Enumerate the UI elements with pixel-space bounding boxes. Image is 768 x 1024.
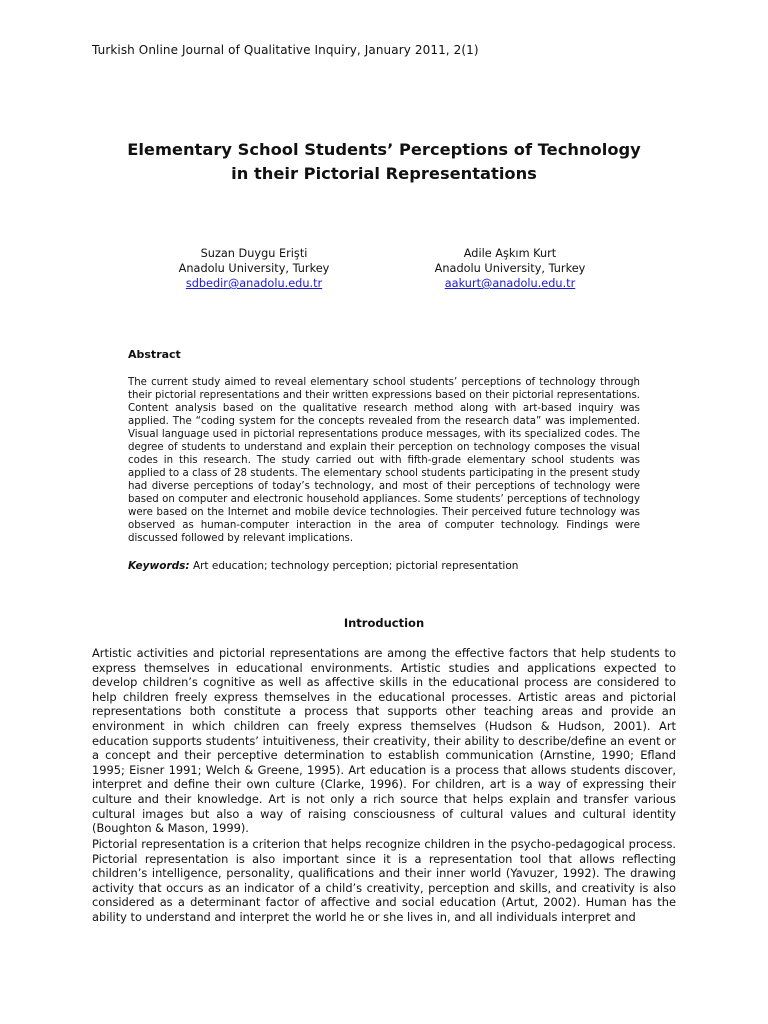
title-line-1: Elementary School Students’ Perceptions of Technology bbox=[127, 140, 641, 159]
author-block-1 bbox=[134, 246, 374, 291]
running-head: Turkish Online Journal of Qualitative Inquiry, January 2011, 2(1) bbox=[92, 43, 479, 57]
author-affiliation: Anadolu University, Turkey bbox=[178, 262, 330, 275]
author-block-2 bbox=[390, 246, 630, 291]
intro-paragraph-1: Artistic activities and pictorial representations are among the effective factors that help students to express themselves in educational environments. Artistic studies and applications expected to develop children’s cognitive as well as affective skills in the educational process are considered to help children freely express themselves in the educational processes. Artistic areas and pictorial representations both constitute a process that supports other teaching areas and provide an environment in which children can freely express themselves (Hudson & Hudson, 2001). Art education supports students’ intuitiveness, their creativity, their ability to describe/define an event or a concept and their perceptive determination to establish communication (Arnstine, 1990; Efland 1995; Eisner 1991; Welch & Greene, 1995). Art education is a process that allows students discover, interpret and define their own culture (Clarke, 1996). For children, art is a way of expressing their culture and their knowledge. Art is not only a rich source that helps explain and transfer various cultural images but also a way of raising consciousness of cultural values and cultural identity (Boughton & Mason, 1999). bbox=[92, 646, 676, 836]
title-line-2: in their Pictorial Representations bbox=[231, 164, 537, 183]
author-name: Suzan Duygu Erişti bbox=[200, 247, 308, 260]
keywords-line bbox=[128, 560, 518, 572]
section-heading-introduction: Introduction bbox=[343, 616, 425, 630]
author-email-link[interactable]: aakurt@anadolu.edu.tr bbox=[444, 277, 576, 290]
author-name: Adile Aşkım Kurt bbox=[463, 247, 557, 260]
paper-title bbox=[92, 138, 676, 186]
keywords-text: Art education; technology perception; pictorial representation bbox=[192, 560, 519, 572]
keywords-label: Keywords: bbox=[128, 560, 190, 572]
abstract-heading: Abstract bbox=[128, 348, 181, 361]
abstract-body: The current study aimed to reveal elementary school students’ perceptions of technology through their pictorial representations and their written expressions based on their pictorial representations. Content analysis based on the qualitative research method along with art-based inquiry was applied. The “coding system for the concepts revealed from the research data” was implemented. Visual language used in pictorial representations produce messages, with its specialized codes. The degree of students to understand and explain their perception on technology composes the visual codes in this research. The study carried out with fifth-grade elementary school students was applied to a class of 28 students. The elementary school students participating in the present study had diverse perceptions of today’s technology, and most of their perceptions of technology were based on computer and electronic household appliances. Some students’ perceptions of technology were based on the Internet and mobile device technologies. Their perceived future technology was observed as human-computer interaction in the area of computer technology. Findings were discussed followed by relevant implications. bbox=[128, 377, 640, 544]
author-email-link[interactable]: sdbedir@anadolu.edu.tr bbox=[185, 277, 323, 290]
intro-paragraph-2: Pictorial representation is a criterion that helps recognize children in the psycho-pedagogical process. Pictorial representation is also important since it is a representation tool that allows reflecting children’s intelligence, personality, qualifications and their inner world (Yavuzer, 1992). The drawing activity that occurs as an indicator of a child’s creativity, perception and skills, and creativity is also considered as a determinant factor of affective and social education (Artut, 2002). Human has the ability to understand and interpret the world he or she lives in, and all individuals interpret and bbox=[92, 837, 676, 924]
author-affiliation: Anadolu University, Turkey bbox=[434, 262, 586, 275]
